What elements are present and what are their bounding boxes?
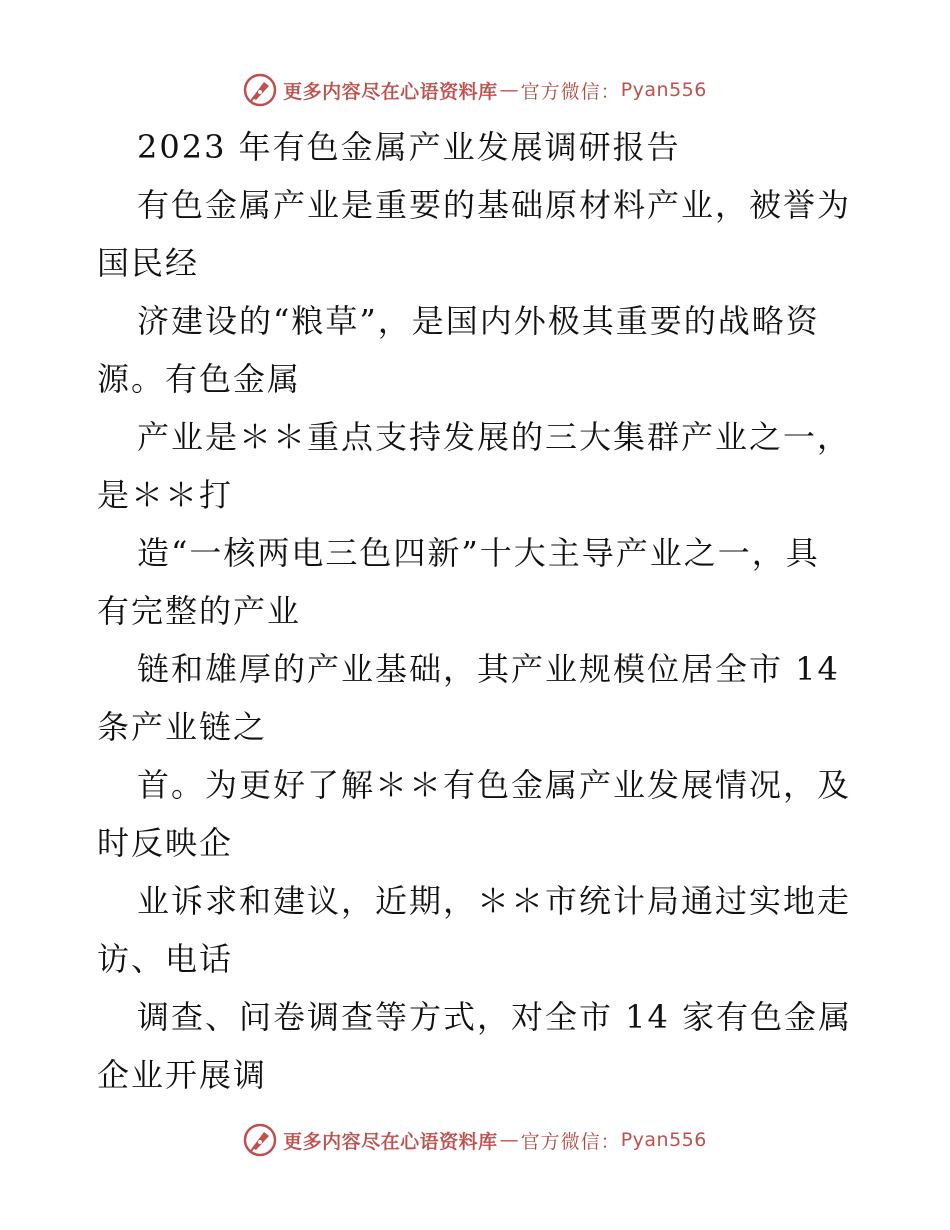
paragraph-line: 企业开展调 [97,1056,268,1094]
paragraph-line: 有色金属产业是重要的基础原材料产业，被誉为 [137,186,852,224]
paragraph [97,988,857,1104]
paragraph-line: 是＊＊打 [97,476,234,514]
paragraph-line: 条产业链之 [97,708,268,746]
header-banner [0,70,950,110]
paragraph [97,408,857,524]
paragraph-line: 调查、问卷调查等方式，对全市 14 家有色金属 [137,998,853,1036]
paragraph-line: 造“一核两电三色四新”十大主导产业之一，具 [137,534,820,572]
banner-wechat-id: Pyan556 [620,79,707,101]
paragraph [97,872,857,988]
banner-dash: — [499,79,519,101]
pen-nib-icon [243,1123,277,1157]
paragraph-line: 济建设的“粮草”，是国内外极其重要的战略资 [137,302,820,340]
paragraph-line: 国民经 [97,244,200,282]
paragraph [97,640,857,756]
paragraph [97,292,857,408]
banner-wechat-label: 官方微信： [520,1130,621,1153]
paragraph-line: 时反映企 [97,824,234,862]
paragraph-line: 源。有色金属 [97,360,302,398]
banner-main-text: 更多内容尽在心语资料库 [283,1130,498,1153]
banner-main-text: 更多内容尽在心语资料库 [283,80,498,103]
paragraph-line: 访、电话 [97,940,234,978]
paragraph-line: 产业是＊＊重点支持发展的三大集群产业之一， [137,418,852,456]
banner-wechat-label: 官方微信： [520,80,621,103]
document-body [97,118,857,1104]
paragraph-line: 链和雄厚的产业基础，其产业规模位居全市 14 [137,650,840,688]
banner-wechat-id: Pyan556 [620,1129,707,1151]
paragraph [97,524,857,640]
paragraph-line: 首。为更好了解＊＊有色金属产业发展情况，及 [137,766,852,804]
banner-dash: — [499,1129,519,1151]
paragraph-line: 有完整的产业 [97,592,302,630]
pen-nib-icon [243,73,277,107]
paragraph [97,176,857,292]
paragraph-line: 业诉求和建议，近期，＊＊市统计局通过实地走 [137,882,852,920]
footer-banner [0,1120,950,1160]
paragraph [97,756,857,872]
document-title: 2023 年有色金属产业发展调研报告 [137,128,681,166]
